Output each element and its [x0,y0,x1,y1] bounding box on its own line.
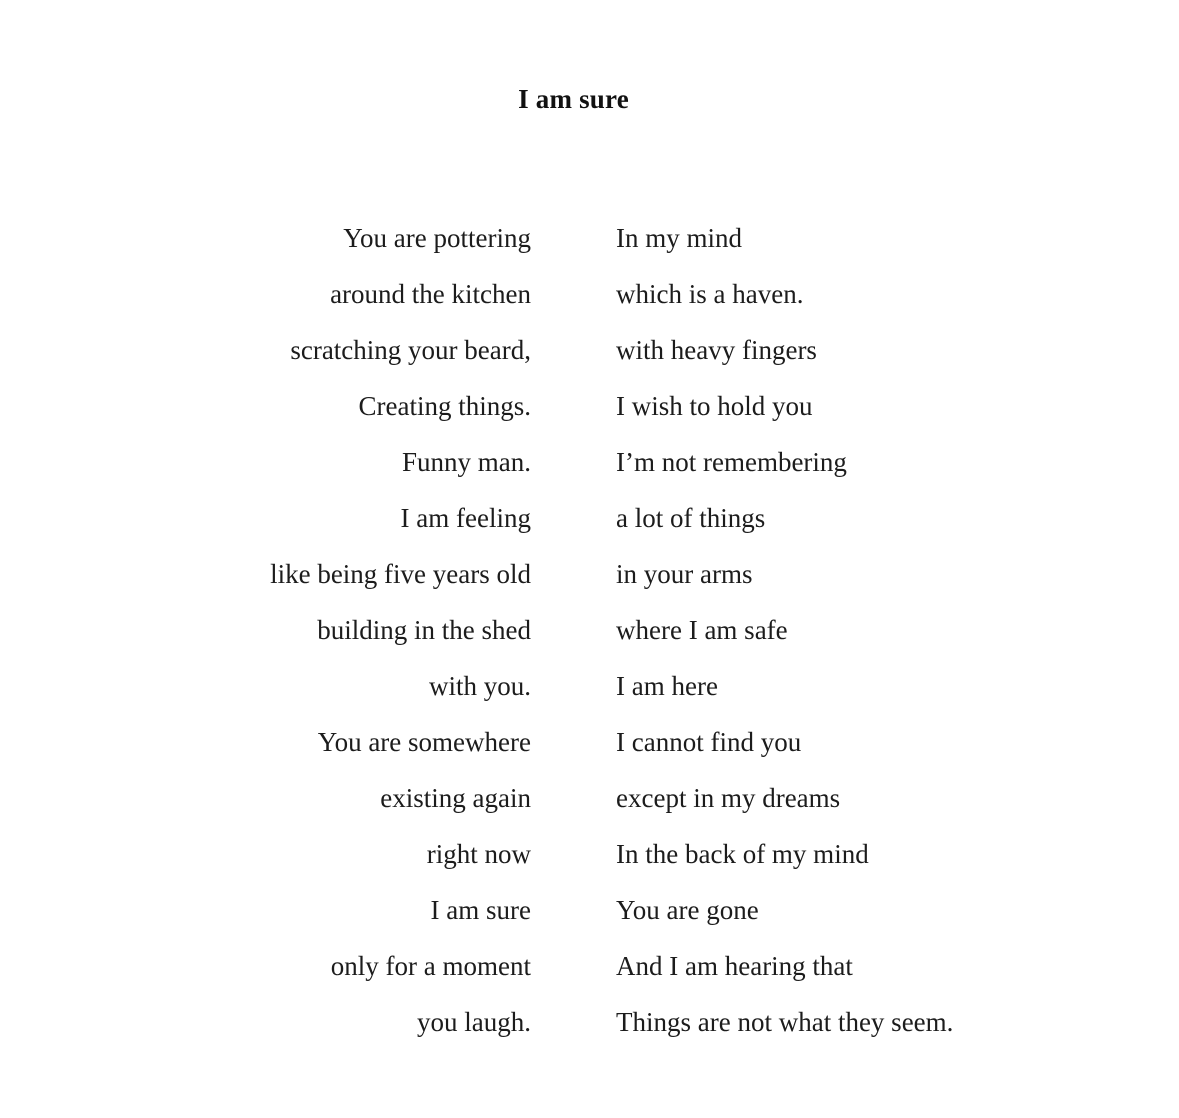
poem-line: You are pottering [343,223,531,253]
poem-line: Things are not what they seem. [616,1007,954,1037]
poem-line: In the back of my mind [616,839,869,869]
poem-line: building in the shed [317,615,531,645]
poem-line: with you. [428,671,531,701]
poem-line: a lot of things [616,503,766,533]
poem-line: only for a moment [330,951,531,981]
poem-left-column [270,218,531,1058]
poem-line: Funny man. [401,447,531,477]
poem-line: existing again [380,783,531,813]
poem-line: I am sure [430,895,531,925]
poem-line: like being five years old [270,559,531,589]
poem-line: except in my dreams [616,783,841,813]
poem-line: in your arms [616,559,753,589]
poem-line: You are somewhere [317,727,531,757]
poem-line: I wish to hold you [616,391,813,421]
poem-line: You are gone [616,895,759,925]
poem-line: I cannot find you [616,727,802,757]
poem-line: which is a haven. [616,279,804,309]
poem-line: And I am hearing that [616,951,853,981]
poem-line: right now [426,839,531,869]
poem-line: I’m not remembering [616,447,847,477]
poem-line: around the kitchen [330,279,531,309]
poem-line: you laugh. [417,1007,531,1037]
poem-line: In my mind [616,223,742,253]
poem-line: scratching your beard, [290,335,531,365]
poem-line: with heavy fingers [616,335,817,365]
poem-right-column [616,218,953,1058]
poem-title: I am sure [518,84,629,114]
poem-line: where I am safe [616,615,788,645]
poem-line: I am here [616,671,718,701]
poem-line: I am feeling [400,503,531,533]
poem-line: Creating things. [358,391,531,421]
